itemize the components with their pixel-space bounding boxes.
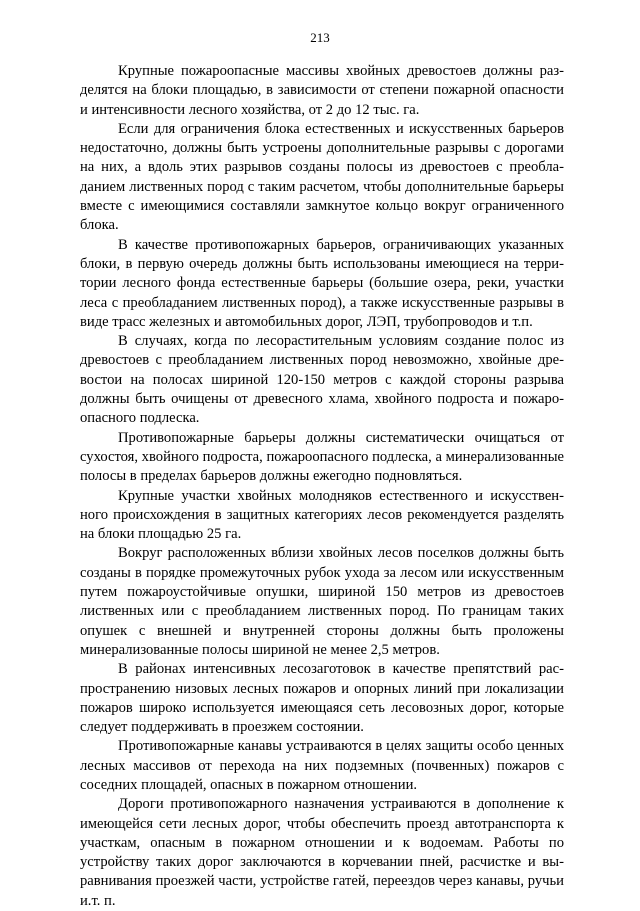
paragraph: Крупные пожароопасные массивы хвойных древостоев должны разделятся на блоки площадью, в зависимости от степени пожарной опасности и интенсивности лесного хозяйства, от 2 до 12 тыс. га.: [80, 63, 564, 118]
paragraph: Крупные участки хвойных молодняков естественного и искусственного происхождения в защитных категориях лесов рекомендуется разделять на блоки площадью 25 га.: [80, 487, 564, 543]
paragraph: Противопожарные барьеры должны систематически очищаться от сухостоя, хвойного подроста, пожароопасного подлеска, а минерализованные полосы в пределах барьеров должны ежегодно подновляться.: [80, 429, 564, 485]
paragraph: Если для ограничения блока естественных и искусственных барьеров недостаточно, должны быть устроены дополнительные разрывы с дорогами на них, а вдоль этих разрывов созданы полосы из древостоев с преобладанием лиственных пород с таким расчетом, чтобы дополнительные барьеры вместе с имеющимися составляли замкнутое кольцо вокруг ограниченного блока.: [80, 120, 564, 234]
paragraph: В качестве противопожарных барьеров, ограничивающих указанных блоки, в первую очередь должны быть использованы имеющиеся на территории лесного фонда естественные барьеры (большие озера, реки, участки леса с преобладанием лиственных пород), а также искусственные разрывы в виде трасс железных и автомобильных дорог, ЛЭП, трубопроводов и т.п.: [80, 236, 564, 330]
paragraph: Противопожарные канавы устраиваются в целях защиты особо ценных лесных массивов от перехода на них подземных (почвенных) пожаров с соседних площадей, опасных в пожарном отношении.: [80, 738, 564, 793]
page-number: 213: [310, 30, 330, 45]
paragraph: В районах интенсивных лесозаготовок в качестве препятствий распространению низовых лесных пожаров и опорных линий при локализации пожаров широко используется имеющаяся сеть лесовозных дорог, которые следует поддерживать в проезжем состоянии.: [80, 661, 564, 736]
paragraph: Дороги противопожарного назначения устраиваются в дополнение к имеющейся сети лесных дорог, чтобы обеспечить проезд автотранспорта к участкам, опасным в пожарном отношении и к водоемам. Работы по устройству таких дорог заключаются в корчевании пней, расчистке и выравнивания проезжей части, устройстве гатей, переездов через канавы, ручьи и.т. п.: [80, 796, 564, 909]
paragraph: В случаях, когда по лесорастительным условиям создание полос из древостоев с преобладанием лиственных пород невозможно, хвойные древостои на полосах шириной 120-150 метров с каждой стороны разрыва должны быть очищены от древесного хлама, хвойного подроста и пожароопасного подлеска.: [80, 333, 564, 427]
paragraph: Вокруг расположенных вблизи хвойных лесов поселков должны быть созданы в порядке промежуточных рубок ухода за лесом или искусственным путем пожароустойчивые опушки, шириной 150 метров из древостоев лиственных или с преобладанием лиственных пород. По границам таких опушек с внешней и внутренней стороны должны быть проложены минерализованные полосы шириной не менее 2,5 метров.: [80, 545, 564, 658]
document-body: [80, 62, 564, 911]
